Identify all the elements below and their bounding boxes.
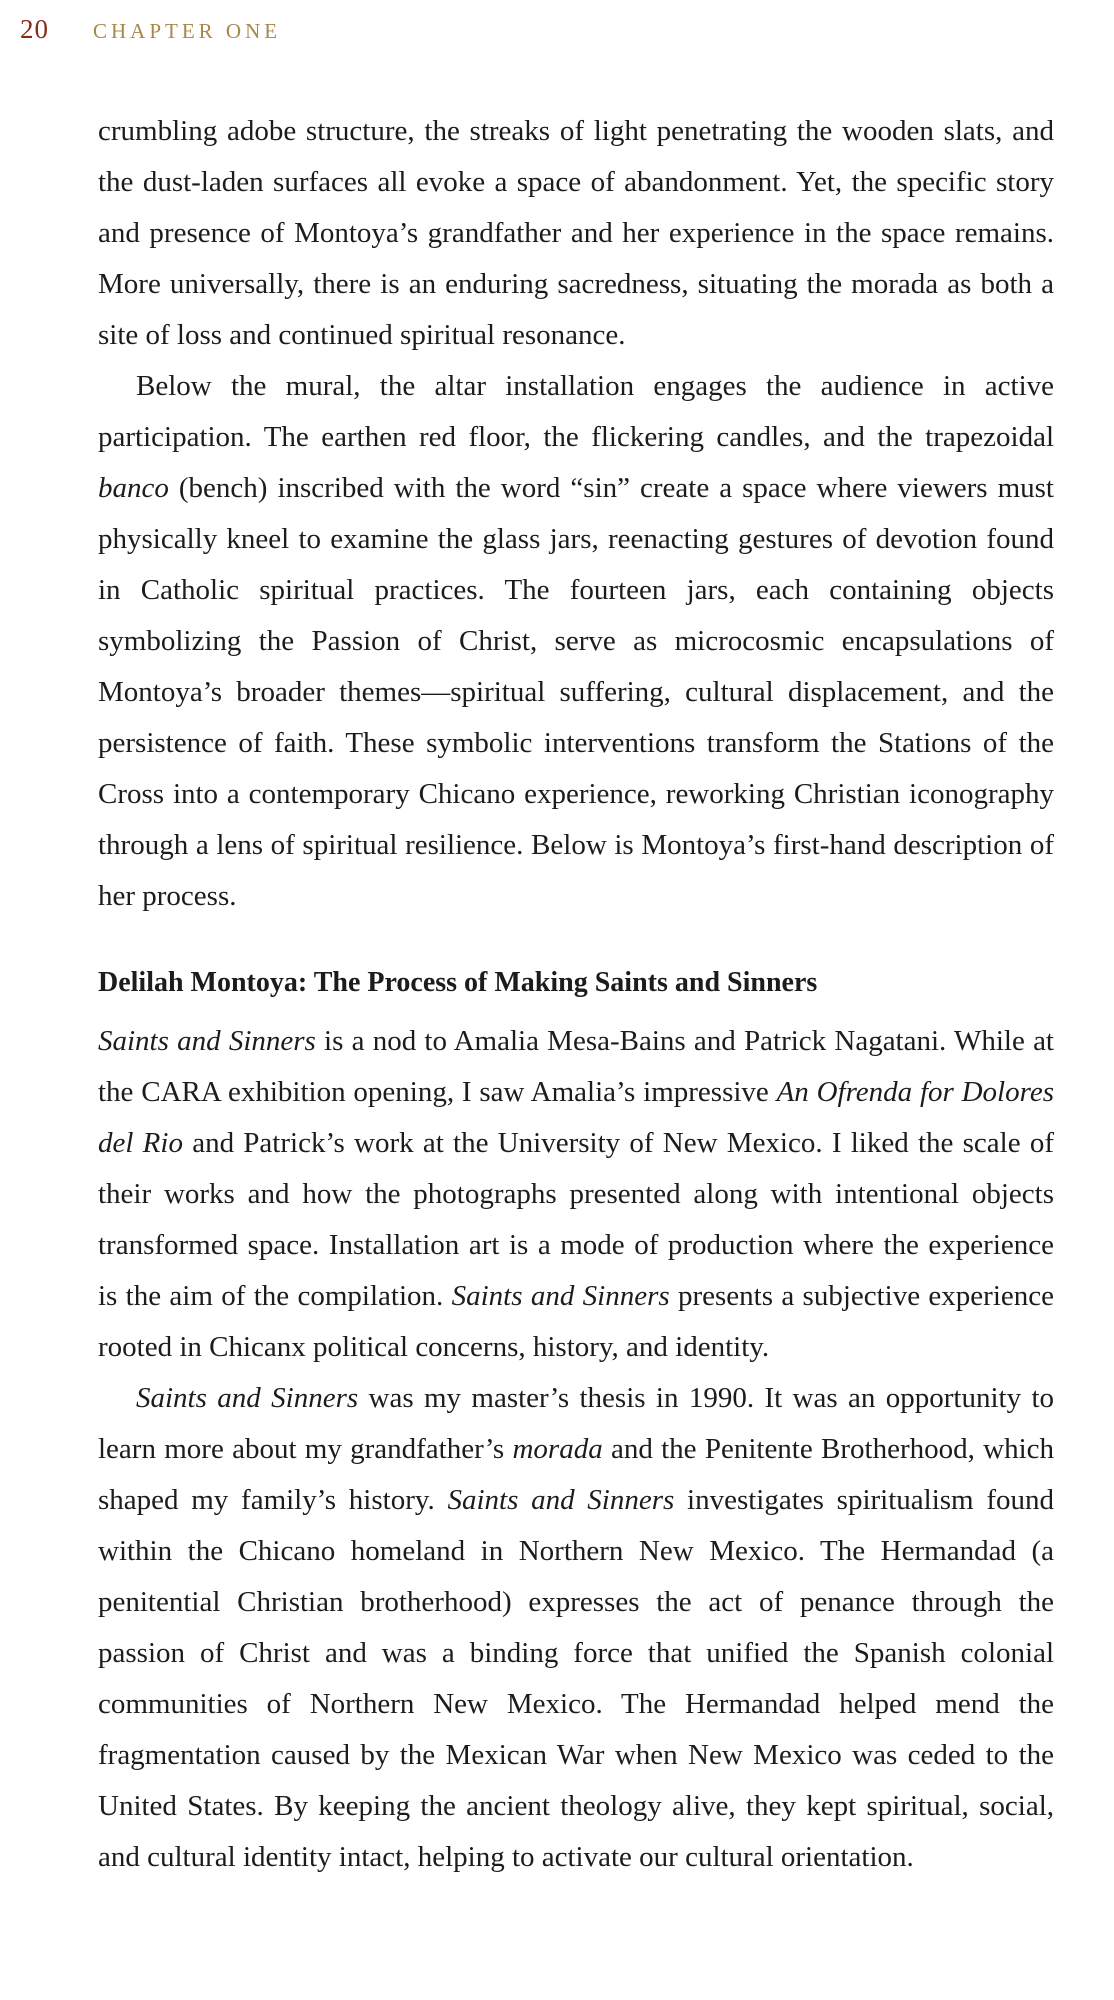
paragraph-continued: crumbling adobe structure, the streaks of light penetrating the wooden slats, and the dust-laden surfaces all evoke a space of abandonment. Yet, the specific story and presence of Montoya’s grandfather and her experience in the space remains. More universally, there is an enduring sacredness, situating the morada as both a site of loss and continued spiritual resonance. — [98, 115, 1054, 351]
chapter-label: CHAPTER ONE — [93, 19, 282, 43]
italic-title: Saints and Sinners — [98, 1025, 316, 1057]
text-run: is a nod to Amalia Mesa-Bains and Patrick Nagatani. While at the CARA exhibition opening, I saw Amalia’s impressive — [98, 1025, 1054, 1108]
running-header — [20, 14, 281, 54]
paragraph-thesis — [98, 1373, 1054, 1883]
italic-term-morada: morada — [512, 1433, 603, 1465]
italic-title: Saints and Sinners — [136, 1382, 359, 1414]
body-text — [98, 106, 1054, 1883]
text-run: presents a subjective experience rooted in Chicanx political concerns, history, and identity. — [98, 1280, 1055, 1363]
italic-title: Saints and Sinners — [447, 1484, 675, 1516]
italic-title: An Ofrenda for Dolores del Rio — [98, 1076, 1054, 1159]
page-number: 20 — [20, 14, 49, 44]
paragraph-nod — [98, 1016, 1054, 1373]
text-run: and Patrick’s work at the University of New Mexico. I liked the scale of their works and how the photographs presented along with intentional objects transformed space. Installation art is a mode of production where the experience is the aim of the compilation. — [98, 1127, 1055, 1312]
section-heading: Delilah Montoya: The Process of Making Saints and Sinners — [98, 967, 818, 998]
text-run: (bench) inscribed with the word “sin” create a space where viewers must physically kneel to examine the glass jars, reenacting gestures of devotion found in Catholic spiritual practices. The fourteen jars, each containing objects symbolizing the Passion of Christ, serve as microcosmic encapsulations of Montoya’s broader themes—spiritual suffering, cultural displacement, and the persistence of faith. These symbolic interventions transform the Stations of the Cross into a contemporary Chicano experience, reworking Christian iconography through a lens of spiritual resilience. Below is Montoya’s first-hand description of her process. — [98, 472, 1054, 912]
text-run: and the Penitente Brotherhood, which shaped my family’s history. — [98, 1433, 1054, 1516]
text-run: investigates spiritualism found within the Chicano homeland in Northern New Mexico. The Hermandad (a penitential Christian brotherhood) expresses the act of penance through the passion of Christ and was a binding force that unified the Spanish colonial communities of Northern New Mexico. The Hermandad helped mend the fragmentation caused by the Mexican War when New Mexico was ceded to the United States. By keeping the ancient theology alive, they kept spiritual, social, and cultural identity intact, helping to activate our cultural orientation. — [98, 1484, 1054, 1873]
text-run: was my master’s thesis in 1990. It was an opportunity to learn more about my grandfather’s — [98, 1382, 1054, 1465]
text-run: Below the mural, the altar installation engages the audience in active participation. The earthen red floor, the flickering candles, and the trapezoidal — [98, 370, 1054, 453]
italic-title: Saints and Sinners — [451, 1280, 670, 1312]
paragraph-altar-installation — [98, 361, 1054, 922]
italic-term-banco: banco — [98, 472, 169, 504]
